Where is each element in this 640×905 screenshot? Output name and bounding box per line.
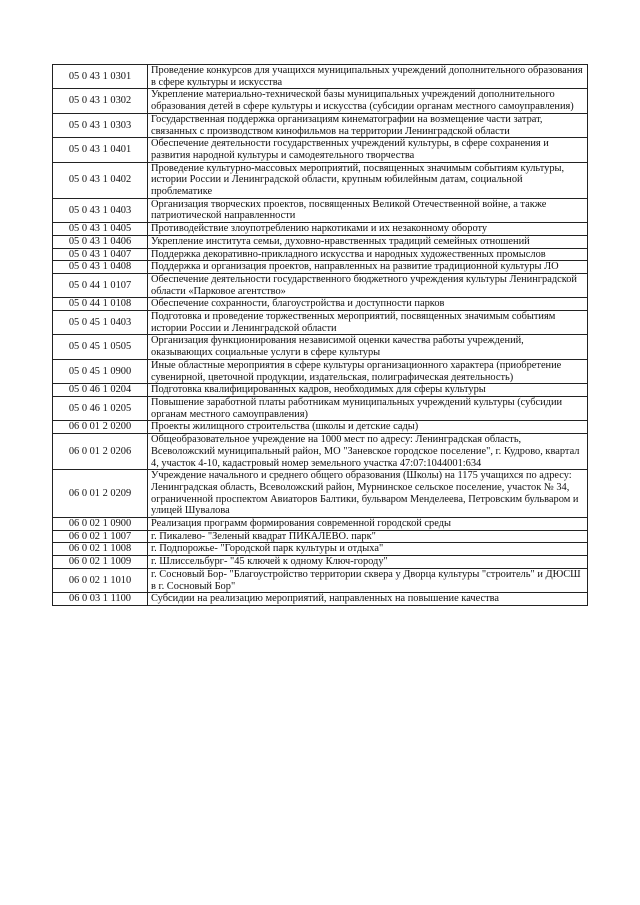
row-description: Иные областные мероприятия в сфере культуры организационного характера (приобретение сувенирной, цветочной продукции, издательская, полиграфическая деятельность) — [148, 359, 588, 383]
budget-page — [52, 64, 588, 606]
table-row — [53, 138, 588, 162]
row-description: Подготовка и проведение торжественных мероприятий, посвященных значимым событиям истории России и Ленинградской области — [148, 311, 588, 335]
table-row — [53, 162, 588, 198]
table-row — [53, 113, 588, 137]
row-code: 05 0 43 1 0407 — [53, 248, 148, 261]
row-description: Проведение конкурсов для учащихся муниципальных учреждений дополнительного образования в сфере культуры и искусства — [148, 65, 588, 89]
table-row — [53, 421, 588, 434]
row-description: Субсидии на реализацию мероприятий, направленных на повышение качества — [148, 593, 588, 606]
row-code: 05 0 45 1 0505 — [53, 335, 148, 359]
table-row — [53, 198, 588, 222]
row-code: 06 0 02 1 1009 — [53, 556, 148, 569]
row-description: Общеобразовательное учреждение на 1000 мест по адресу: Ленинградская область, Всеволожский муниципальный район, МО "Заневское городское поселение", г. Кудрово, квартал 4, участок 4-10, кадастровый номер земельного участка 47:07:1044001:634 — [148, 434, 588, 470]
row-code: 05 0 44 1 0108 — [53, 298, 148, 311]
table-row — [53, 593, 588, 606]
row-description: Поддержка и организация проектов, направленных на развитие традиционной культуры ЛО — [148, 261, 588, 274]
row-code: 06 0 02 1 1007 — [53, 530, 148, 543]
row-code: 05 0 45 1 0403 — [53, 311, 148, 335]
table-row — [53, 89, 588, 113]
row-description: Повышение заработной платы работникам муниципальных учреждений культуры (субсидии органам местного самоуправления) — [148, 396, 588, 420]
row-description: Организация функционирования независимой оценки качества работы учреждений, оказывающих социальные услуги в сфере культуры — [148, 335, 588, 359]
row-description: Укрепление института семьи, духовно-нравственных традиций семейных отношений — [148, 235, 588, 248]
row-description: г. Подпорожье- "Городской парк культуры и отдыха" — [148, 543, 588, 556]
table-row — [53, 543, 588, 556]
row-description: Государственная поддержка организациям кинематографии на возмещение части затрат, связанных с производством кинофильмов на территории Ленинградской области — [148, 113, 588, 137]
row-code: 05 0 43 1 0403 — [53, 198, 148, 222]
table-row — [53, 396, 588, 420]
row-code: 05 0 43 1 0303 — [53, 113, 148, 137]
row-description: Обеспечение деятельности государственного бюджетного учреждения культуры Ленинградской области «Парковое агентство» — [148, 273, 588, 297]
row-code: 05 0 43 1 0402 — [53, 162, 148, 198]
table-row — [53, 568, 588, 592]
table-row — [53, 556, 588, 569]
row-description: Проведение культурно-массовых мероприятий, посвященных значимым событиям культуры, истории России и Ленинградской области, крупным юбилейным датам, социальной проблематике — [148, 162, 588, 198]
table-row — [53, 311, 588, 335]
row-code: 05 0 46 1 0205 — [53, 396, 148, 420]
budget-table-body — [53, 65, 588, 606]
table-row — [53, 518, 588, 531]
table-row — [53, 248, 588, 261]
row-description: г. Пикалево- "Зеленый квадрат ПИКАЛЕВО. парк" — [148, 530, 588, 543]
row-code: 06 0 03 1 1100 — [53, 593, 148, 606]
row-code: 06 0 02 1 1010 — [53, 568, 148, 592]
row-code: 06 0 01 2 0209 — [53, 470, 148, 518]
table-row — [53, 335, 588, 359]
row-description: Организация творческих проектов, посвященных Великой Отечественной войне, а также патриотической направленности — [148, 198, 588, 222]
row-description: Проекты жилищного строительства (школы и детские сады) — [148, 421, 588, 434]
row-code: 06 0 01 2 0200 — [53, 421, 148, 434]
row-description: Учреждение начального и среднего общего образования (Школы) на 1175 учащихся по адресу: Ленинградская область, Всеволожский район, Мурнинское сельское поселение, участок № 34, ограниченной проспектом Авиаторов Балтики, бульваром Менделеева, Петровским бульваром и улицей Шувалова — [148, 470, 588, 518]
table-row — [53, 298, 588, 311]
row-description: г. Сосновый Бор- "Благоустройство территории сквера у Дворца культуры "строитель" и ДЮСШ в г. Сосновый Бор" — [148, 568, 588, 592]
row-code: 05 0 43 1 0406 — [53, 235, 148, 248]
row-description: Подготовка квалифицированных кадров, необходимых для сферы культуры — [148, 384, 588, 397]
table-row — [53, 261, 588, 274]
row-description: Поддержка декоративно-прикладного искусства и народных художественных промыслов — [148, 248, 588, 261]
row-description: Обеспечение сохранности, благоустройства и доступности парков — [148, 298, 588, 311]
row-code: 05 0 43 1 0302 — [53, 89, 148, 113]
table-row — [53, 273, 588, 297]
row-code: 05 0 43 1 0401 — [53, 138, 148, 162]
row-code: 05 0 43 1 0405 — [53, 223, 148, 236]
row-description: г. Шлиссельбург- "45 ключей к одному Ключ-городу" — [148, 556, 588, 569]
row-description: Обеспечение деятельности государственных учреждений культуры, в сфере сохранения и развития народной культуры и самодеятельного творчества — [148, 138, 588, 162]
row-code: 06 0 02 1 1008 — [53, 543, 148, 556]
row-code: 05 0 43 1 0408 — [53, 261, 148, 274]
table-row — [53, 223, 588, 236]
row-description: Реализация программ формирования современной городской среды — [148, 518, 588, 531]
row-description: Противодействие злоупотреблению наркотиками и их незаконному обороту — [148, 223, 588, 236]
table-row — [53, 470, 588, 518]
row-description: Укрепление материально-технической базы муниципальных учреждений дополнительного образования детей в сфере культуры и искусства (субсидии органам местного самоуправления) — [148, 89, 588, 113]
table-row — [53, 434, 588, 470]
row-code: 05 0 44 1 0107 — [53, 273, 148, 297]
table-row — [53, 530, 588, 543]
row-code: 05 0 46 1 0204 — [53, 384, 148, 397]
table-row — [53, 384, 588, 397]
table-row — [53, 65, 588, 89]
table-row — [53, 235, 588, 248]
row-code: 06 0 02 1 0900 — [53, 518, 148, 531]
row-code: 06 0 01 2 0206 — [53, 434, 148, 470]
budget-classification-table — [52, 64, 588, 606]
row-code: 05 0 45 1 0900 — [53, 359, 148, 383]
table-row — [53, 359, 588, 383]
row-code: 05 0 43 1 0301 — [53, 65, 148, 89]
